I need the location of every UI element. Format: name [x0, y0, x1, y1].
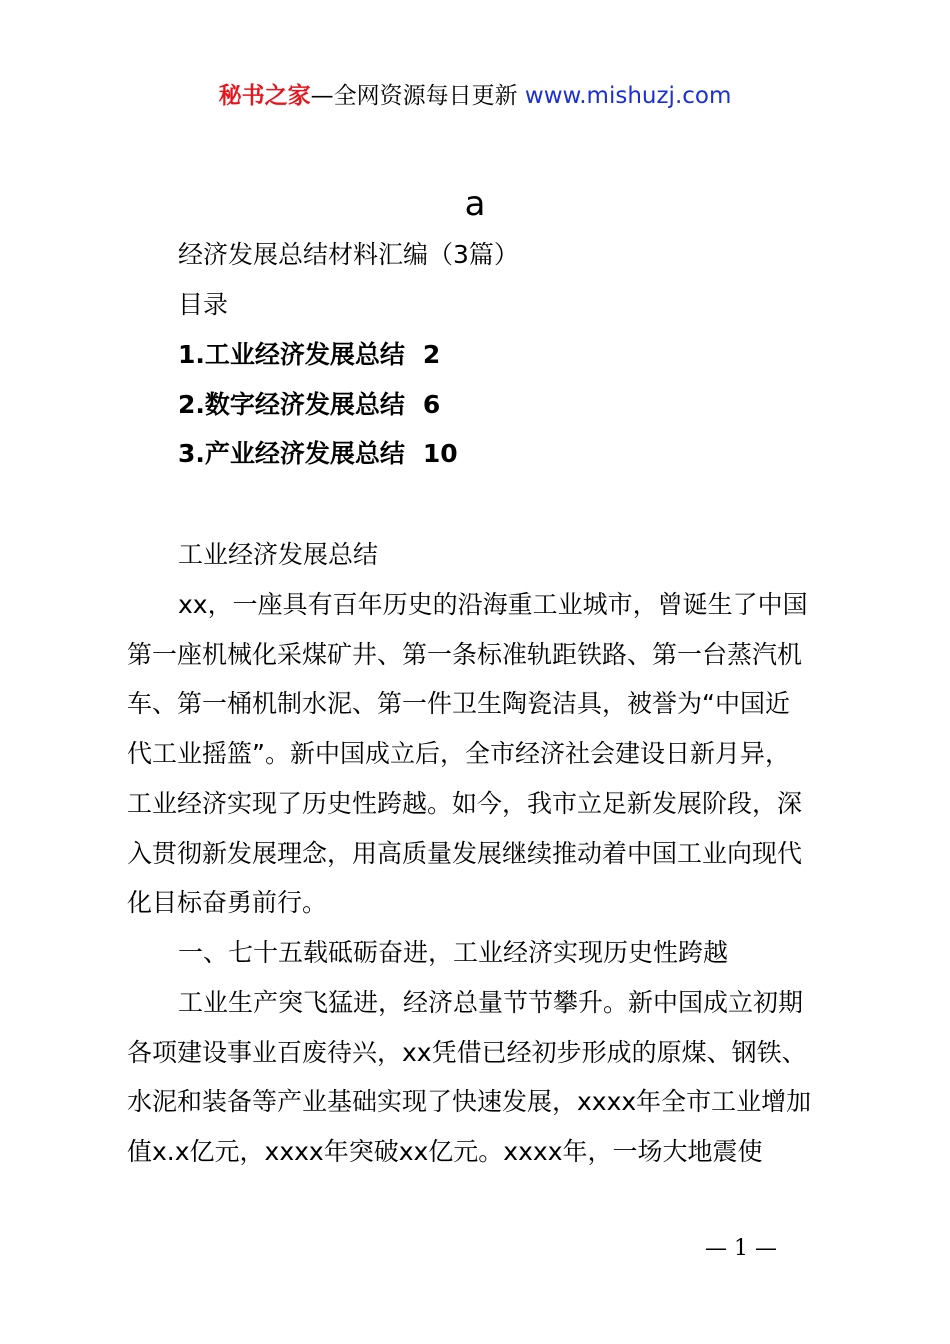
- section-heading: 一、七十五载砥砺奋进，工业经济实现历史性跨越: [178, 938, 729, 967]
- paragraph-line: 入贯彻新发展理念，用高质量发展继续推动着中国工业向现代: [127, 839, 803, 868]
- toc-item-label: 2.数字经济发展总结: [178, 390, 405, 419]
- paragraph-line: 各项建设事业百废待兴，xx凭借已经初步形成的原煤、钢铁、: [127, 1038, 807, 1067]
- stray-letter: a: [464, 184, 486, 224]
- paragraph-line: 化目标奋勇前行。: [127, 888, 328, 917]
- toc-item-page: 2: [422, 340, 441, 369]
- toc-item-page: 6: [422, 390, 441, 419]
- site-header: [0, 80, 950, 112]
- paragraph-line: 值x.x亿元，xxxx年突破xx亿元。xxxx年，一场大地震使: [127, 1137, 763, 1166]
- paragraph-line: 代工业摇篮”。新中国成立后，全市经济社会建设日新月异，: [127, 739, 790, 768]
- paragraph-line: 水泥和装备等产业基础实现了快速发展，xxxx年全市工业增加: [127, 1087, 812, 1116]
- paragraph-line: 第一座机械化采煤矿井、第一条标准轨距铁路、第一台蒸汽机: [127, 640, 803, 669]
- page-number: — 1 —: [705, 1236, 777, 1261]
- brand-name: 秘书之家: [218, 83, 311, 109]
- site-url-link[interactable]: www.mishuzj.com: [524, 83, 732, 109]
- toc-item[interactable]: [178, 387, 440, 423]
- paragraph-line: xx，一座具有百年历史的沿海重工业城市，曾诞生了中国: [178, 590, 808, 619]
- paragraph-line: 工业生产突飞猛进，经济总量节节攀升。新中国成立初期: [178, 988, 804, 1017]
- header-tagline: —全网资源每日更新: [310, 83, 518, 109]
- toc-item[interactable]: [178, 337, 440, 373]
- paragraph-line: 工业经济实现了历史性跨越。如今，我市立足新发展阶段，深: [127, 789, 803, 818]
- paragraph-line: 车、第一桶机制水泥、第一件卫生陶瓷洁具，被誉为“中国近: [127, 689, 790, 718]
- toc-item[interactable]: [178, 436, 458, 472]
- section-title: 工业经济发展总结: [178, 540, 379, 569]
- toc-item-page: 10: [422, 439, 458, 468]
- toc-heading: 目录: [178, 290, 229, 319]
- document-title: 经济发展总结材料汇编（3篇）: [178, 240, 519, 269]
- toc-item-label: 1.工业经济发展总结: [178, 340, 405, 369]
- toc-item-label: 3.产业经济发展总结: [178, 439, 405, 468]
